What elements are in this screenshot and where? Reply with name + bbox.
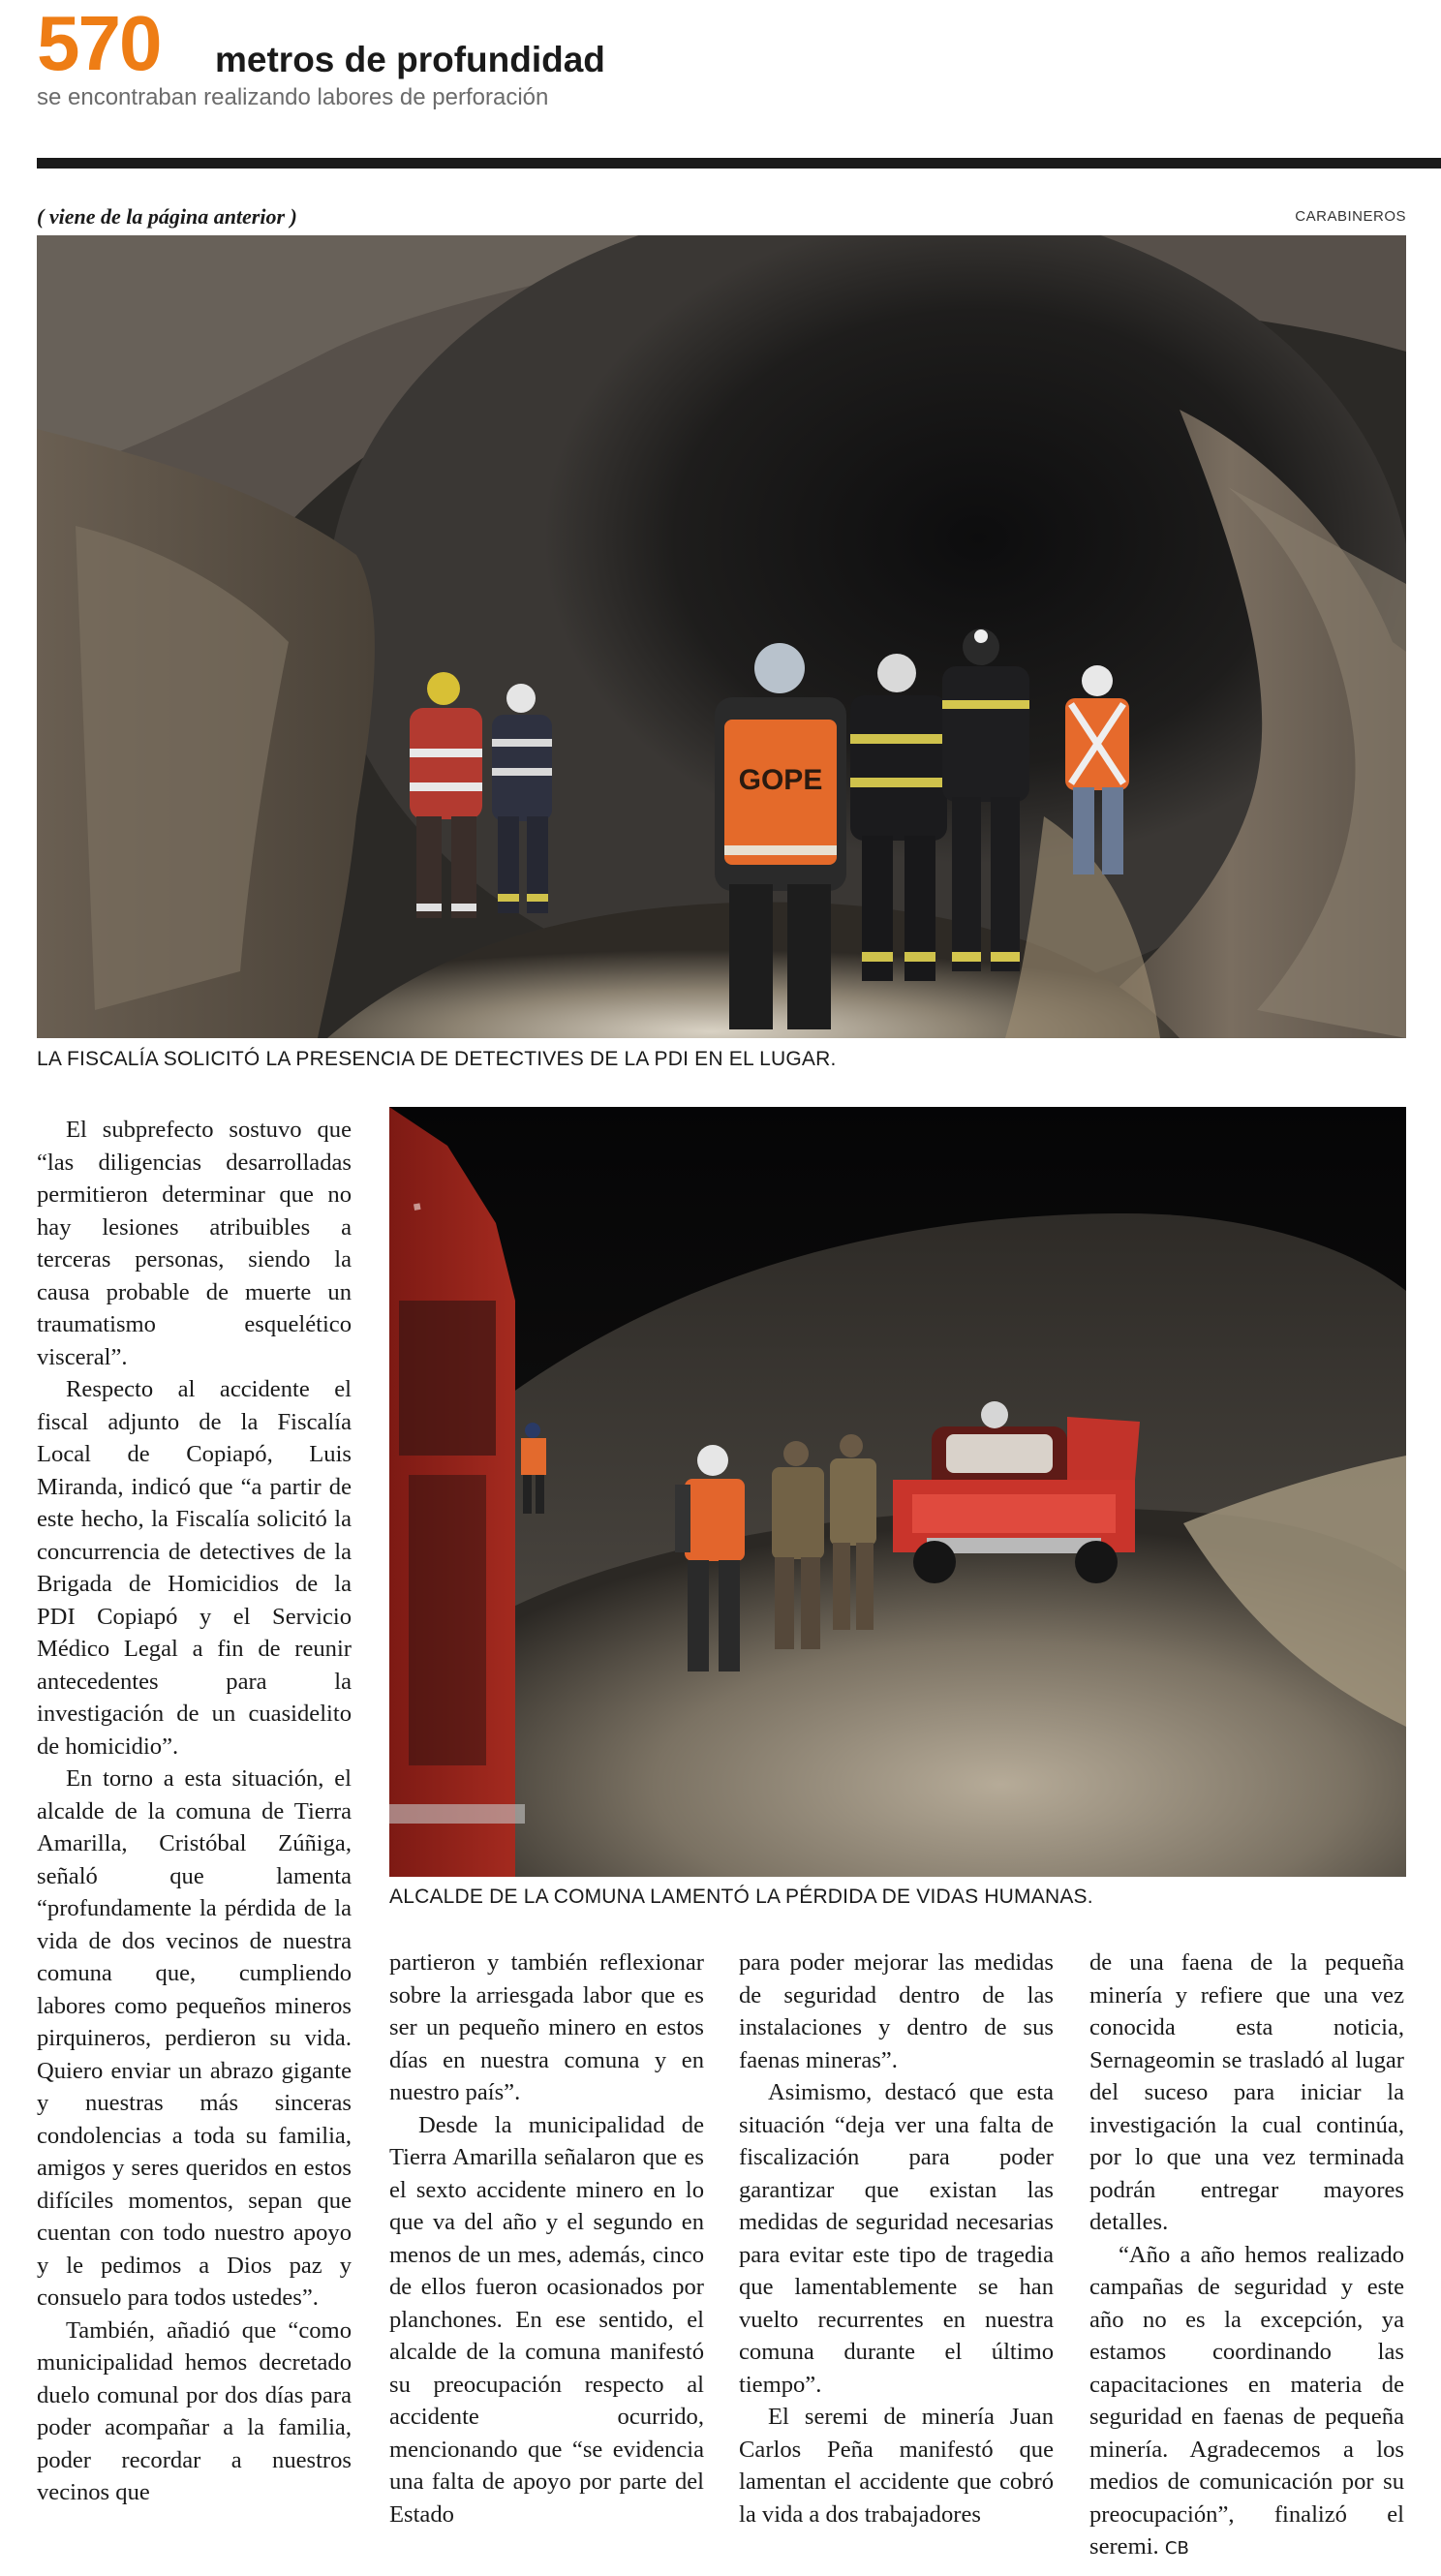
- paragraph: Asimismo, destacó que esta situación “deja ver una falta de fiscalización para poder garantizar que existan las medidas de seguridad necesarias para evitar este tipo de tragedia que lamentablemente se han vuelto recurrentes en nuestra comuna durante el último tiempo”.: [739, 2079, 1054, 2398]
- article-column-1: [37, 1114, 352, 2509]
- paragraph: El seremi de minería Juan Carlos Peña manifestó que lamentan el accidente que cobró la vida a dos trabajadores: [739, 2404, 1054, 2528]
- paragraph: En torno a esta situación, el alcalde de la comuna de Tierra Amarilla, Cristóbal Zúñiga, señaló que lamenta “profundamente la pérdida de la vida de dos vecinos de nuestra comuna que, cumpliendo labores como pequeños mineros pirquineros, perdieron su vida. Quiero enviar un abrazo gigante y nuestras más sinceras condolencias a toda su familia, amigos y seres queridos en estos difíciles momentos, sepan que cuentan con todo nuestro apoyo y le pedimos a Dios paz y consuelo para todos ustedes”.: [37, 1765, 352, 2311]
- header-rule: [37, 158, 1441, 169]
- photo2-caption: ALCALDE DE LA COMUNA LAMENTÓ LA PÉRDIDA DE VIDAS HUMANAS.: [389, 1886, 1093, 1908]
- paragraph: El subprefecto sostuvo que “las diligencias desarrolladas permitieron determinar que no hay lesiones atribuibles a terceras personas, siendo la causa probable de muerte un traumatismo esquelético visceral”.: [37, 1117, 352, 1370]
- article-column-4: [1089, 1947, 1404, 2565]
- paragraph: [1089, 2239, 1404, 2565]
- paragraph: También, añadió que “como municipalidad hemos decretado duelo comunal por dos días para poder acompañar a la familia, poder recordar a nuestros vecinos que: [37, 2316, 352, 2505]
- vehicles-photo: [389, 1107, 1406, 1877]
- photo-credit: CARABINEROS: [1295, 208, 1406, 225]
- article-column-2: [389, 1947, 704, 2530]
- paragraph: de una faena de la pequeña minería y refiere que una vez conocida esta noticia, Sernageomin se trasladó al lugar del suceso para iniciar la investigación la cual continúa, por lo que una vez terminada podrán entregar mayores detalles.: [1089, 1949, 1404, 2235]
- vest-label: GOPE: [738, 764, 823, 796]
- paragraph-text: “Año a año hemos realizado campañas de seguridad y este año no es la excepción, ya estamos coordinando las capacitaciones en materia de seguridad en faenas de pequeña minería. Agradecemos a los medios de comunicación por su preocupación”, finalizó el seremi.: [1089, 2241, 1404, 2560]
- photo1-caption: LA FISCALÍA SOLICITÓ LA PRESENCIA DE DETECTIVES DE LA PDI EN EL LUGAR.: [37, 1048, 837, 1070]
- headline: metros de profundidad: [215, 40, 605, 79]
- paragraph: Respecto al accidente el fiscal adjunto de la Fiscalía Local de Copiapó, Luis Miranda, indicó que “a partir de este hecho, la Fiscalía solicitó la concurrencia de detectives de la Brigada de Homicidios de la PDI Copiapó y el Servicio Médico Legal a fin de reunir antecedentes para la investigación de un cuasidelito de homicidio”.: [37, 1376, 352, 1760]
- subheadline: se encontraban realizando labores de perforación: [37, 84, 549, 110]
- paragraph: para poder mejorar las medidas de seguridad dentro de las instalaciones y dentro de sus faenas mineras”.: [739, 1949, 1054, 2073]
- paragraph: Desde la municipalidad de Tierra Amarilla señalaron que es el sexto accidente minero en lo que va del año y el segundo en menos de un mes, además, cinco de ellos fueron ocasionados por planchones. En ese sentido, el alcalde de la comuna manifestó su preocupación respecto al accidente ocurrido, mencionando que “se evidencia una falta de apoyo por parte del Estado: [389, 2111, 704, 2528]
- end-mark: CB: [1164, 2538, 1189, 2559]
- continued-note: ( viene de la página anterior ): [37, 204, 297, 229]
- paragraph: partieron y también reflexionar sobre la arriesgada labor que es ser un pequeño minero en estos días en nuestra comuna y en nuestro país”.: [389, 1949, 704, 2105]
- header-number: 570: [37, 0, 161, 86]
- article-column-3: [739, 1947, 1054, 2530]
- svg-text:▪: ▪: [403, 1199, 434, 1214]
- tunnel-photo: [37, 235, 1406, 1038]
